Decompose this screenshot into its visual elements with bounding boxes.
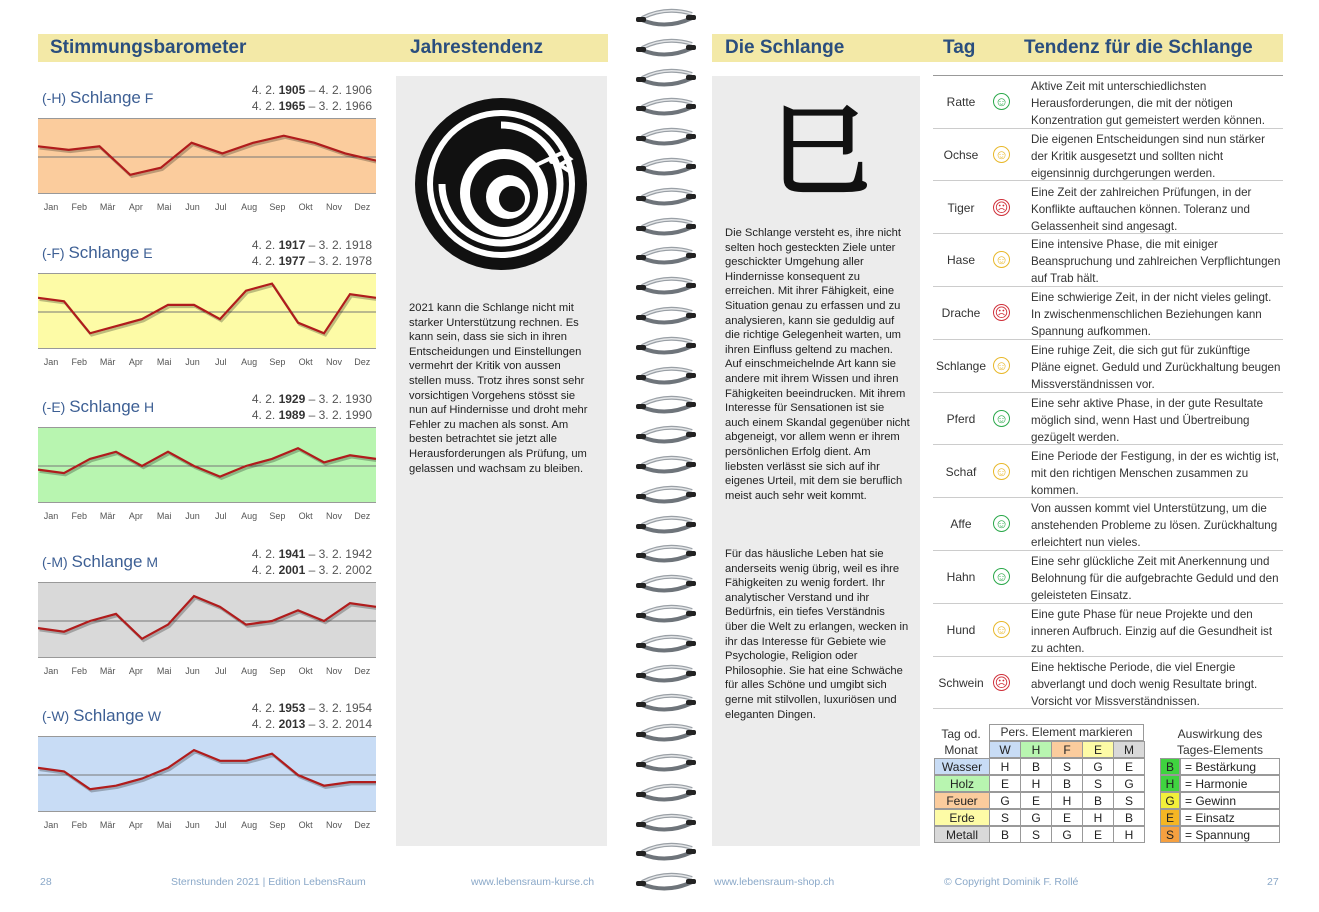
legend-cell: E	[989, 775, 1021, 792]
footer-url-left[interactable]: www.lebensraum-kurse.ch	[471, 876, 595, 888]
legend-row-name: Erde	[934, 809, 990, 826]
day-animal: Schlange	[935, 359, 987, 373]
chart-f	[38, 83, 378, 218]
years-2-pre: 4. 2.	[251, 408, 279, 422]
month-label: Nov	[325, 511, 343, 521]
footer-url-right[interactable]: www.lebensraum-shop.ch	[714, 876, 835, 888]
month-label: Mai	[156, 511, 172, 521]
legend-effect-key: E	[1160, 809, 1180, 826]
legend-cell: G	[1113, 775, 1145, 792]
month-label: Apr	[128, 820, 143, 830]
chart-e	[38, 238, 378, 373]
spiral-ring	[636, 483, 698, 505]
years-2-bold: 2001	[278, 563, 306, 577]
day-description: Die eigenen Entscheidungen sind nun stärker der Kritik ausgesetzt und sollten nicht eigensinnig durchgerungen werden.	[1031, 132, 1265, 180]
month-label: Mär	[99, 820, 116, 830]
series-line	[38, 596, 376, 639]
month-label: Feb	[71, 666, 88, 676]
month-label: Aug	[241, 357, 258, 367]
chart-area	[38, 427, 376, 503]
month-label: Nov	[325, 357, 343, 367]
years-1-bold: 1941	[278, 547, 306, 561]
years-1-pre: 4. 2.	[251, 392, 279, 406]
chart-years-line-1	[252, 546, 372, 562]
spiral-ring	[636, 662, 698, 684]
description-text-2: Für das häusliche Leben hat sie anderseits wenig übrig, weil es ihre Fähigkeiten zu wenig fordert. Ihr analytischer Verstand und ihr Bedürfnis, ein tiefes Verständnis über die Welt zu erlangen, wecken in ihr das Interesse für Gebiete wie Psychologie, Religion oder Philosophie. Sie hat eine Schwäche für alles Schöne und umgibt sich gerne mit stilvollen, luxuriösen und eleganten Dingen.	[725, 548, 909, 721]
month-label: Mär	[99, 511, 116, 521]
month-label: Dez	[354, 820, 371, 830]
legend-cell: S	[1113, 792, 1145, 809]
spiral-ring	[636, 572, 698, 594]
month-label: Jan	[43, 357, 59, 367]
chart-svg	[38, 428, 376, 504]
day-animal: Tiger	[947, 200, 975, 215]
day-row-hahn	[933, 551, 1283, 604]
spiral-ring	[636, 691, 698, 713]
chart-area	[38, 582, 376, 658]
legend-effect-key: S	[1160, 826, 1180, 843]
month-label: Apr	[128, 511, 143, 521]
month-label: Dez	[354, 511, 371, 521]
series-shadow	[40, 450, 377, 479]
chart-w	[38, 701, 378, 836]
chart-title-suffix: F	[140, 90, 154, 106]
chart-title-suffix: M	[142, 554, 158, 570]
month-label: Apr	[128, 202, 143, 212]
chart-title	[42, 397, 154, 417]
chart-title-suffix: E	[139, 245, 153, 261]
chart-title-prefix: (-H)	[42, 90, 70, 106]
years-2-bold: 1989	[278, 408, 306, 422]
chart-years	[252, 546, 372, 578]
chart-svg	[38, 583, 376, 659]
years-2-post: – 3. 2. 1966	[305, 99, 372, 113]
legend-effect-label: = Harmonie	[1180, 775, 1280, 792]
chart-years	[252, 82, 372, 114]
spiral-ring	[636, 811, 698, 833]
spiral-ring	[636, 95, 698, 117]
month-label: Sep	[269, 511, 286, 521]
month-label: Feb	[71, 357, 88, 367]
spiral-ring	[636, 6, 698, 28]
legend-cell: G	[1051, 826, 1083, 843]
years-1-post: – 3. 2. 1930	[305, 392, 372, 406]
spiral-ring	[636, 215, 698, 237]
chart-years-line-2	[252, 562, 372, 578]
legend-cell: S	[1082, 775, 1114, 792]
month-axis	[38, 820, 376, 832]
years-2-pre: 4. 2.	[251, 99, 279, 113]
day-animal: Affe	[950, 517, 972, 532]
footer-page-right: 27	[1267, 876, 1279, 888]
smiley-face-icon: ☺	[994, 463, 1009, 479]
legend-col2-head: Pers. Element markieren	[989, 724, 1144, 741]
chart-area	[38, 273, 376, 349]
chart-title-suffix: W	[143, 708, 162, 724]
day-row-hase	[933, 234, 1283, 287]
years-1-pre: 4. 2.	[251, 83, 279, 97]
month-label: Jun	[185, 511, 200, 521]
years-2-bold: 1977	[278, 254, 306, 268]
years-2-post: – 3. 2. 1978	[305, 254, 372, 268]
legend-cell: B	[1113, 809, 1145, 826]
chart-svg	[38, 119, 376, 195]
spiral-ring	[636, 364, 698, 386]
years-2-bold: 1965	[278, 99, 306, 113]
month-label: Jan	[43, 820, 59, 830]
series-shadow	[40, 286, 377, 336]
spiral-ring	[636, 36, 698, 58]
spiral-ring	[636, 423, 698, 445]
legend-cell: H	[1051, 792, 1083, 809]
day-row-tiger	[933, 182, 1283, 235]
year-text: 2021 kann die Schlange nicht mit starker Unterstützung rechnen. Es kann sein, dass sie sich in ihren Entscheidungen und Einstellungen vermehrt der Kritik von aussen stellen muss. Trotz ihres sonst sehr vorsichtigen Vorgehens stösst sie nun auf Hindernisse und droht mehr Fehler zu machen als sonst. Am besten betrachtet sie jetzt alle Herausforderungen als Prüfung, um gelassen und wachsam zu bleiben.	[409, 302, 588, 475]
chart-m	[38, 547, 378, 682]
chart-title-prefix: (-W)	[42, 708, 74, 724]
month-label: Aug	[241, 202, 258, 212]
spiral-ring	[636, 602, 698, 624]
legend-cell: S	[989, 809, 1021, 826]
day-row-schlange	[933, 340, 1283, 393]
legend-col3-line2: Tages-Elements	[1176, 743, 1264, 757]
month-label: Sep	[269, 202, 286, 212]
header-tendenz: Tendenz für die Schlange	[1024, 37, 1253, 58]
years-1-pre: 4. 2.	[251, 701, 279, 715]
day-row-pferd	[933, 393, 1283, 446]
day-row-affe	[933, 498, 1283, 551]
smiley-face-icon: ☺	[994, 569, 1009, 585]
chart-years	[252, 700, 372, 732]
legend-effect-label: = Gewinn	[1180, 792, 1280, 809]
day-animal: Pferd	[946, 411, 976, 426]
legend-elem-head: E	[1082, 741, 1114, 758]
legend-row-name: Metall	[934, 826, 990, 843]
day-animal: Hahn	[946, 570, 976, 585]
legend-cell: E	[1051, 809, 1083, 826]
chart-title	[42, 88, 153, 108]
smiley-face-icon: ☺	[994, 358, 1009, 373]
day-row-schwein	[933, 657, 1283, 710]
spiral-ring	[636, 185, 698, 207]
month-label: Jul	[215, 202, 227, 212]
legend-effect-label: = Spannung	[1180, 826, 1280, 843]
legend-cell: E	[1113, 758, 1145, 775]
month-label: Jun	[185, 820, 200, 830]
header-jahrestendenz: Jahrestendenz	[410, 37, 544, 58]
years-1-bold: 1905	[278, 83, 306, 97]
header-tag: Tag	[943, 37, 976, 58]
years-1-pre: 4. 2.	[251, 547, 279, 561]
month-label: Mär	[99, 666, 116, 676]
month-label: Jan	[43, 666, 59, 676]
footer-edition: Sternstunden 2021 | Edition LebensRaum	[171, 876, 366, 888]
legend-cell: B	[1051, 775, 1083, 792]
day-animal: Hund	[946, 623, 976, 637]
legend-effect-key: G	[1160, 792, 1180, 809]
month-label: Okt	[298, 666, 313, 676]
chart-title-prefix: (-F)	[42, 245, 69, 261]
years-1-post: – 3. 2. 1942	[305, 547, 372, 561]
month-label: Jun	[185, 666, 200, 676]
legend-elem-head: H	[1020, 741, 1052, 758]
smiley-face-icon: ☺	[994, 622, 1009, 637]
day-description: Eine ruhige Zeit, die sich gut für zukünftige Pläne eignet. Geduld und Zurückhaltung beugen Missverständnissen vor.	[1031, 344, 1281, 391]
chart-title-name: Schlange	[69, 397, 141, 416]
spiral-ring	[636, 155, 698, 177]
smiley-face-icon: ☺	[994, 516, 1009, 532]
day-description: Eine intensive Phase, die mit einiger Beanspruchung und zahlreichen Verpflichtungen auf Trab hält.	[1031, 238, 1281, 286]
series-line	[38, 284, 376, 334]
month-label: Jul	[215, 357, 227, 367]
month-label: Feb	[71, 820, 88, 830]
series-line	[38, 136, 376, 175]
legend-cell: G	[989, 792, 1021, 809]
month-label: Aug	[241, 666, 258, 676]
smiley-face-icon: ☺	[994, 94, 1009, 109]
month-label: Mär	[99, 357, 116, 367]
smiley-face-icon: ☺	[994, 146, 1009, 162]
years-1-bold: 1953	[278, 701, 306, 715]
month-axis	[38, 666, 376, 678]
chart-area	[38, 736, 376, 812]
month-axis	[38, 357, 376, 369]
month-label: Mär	[99, 202, 116, 212]
month-label: Aug	[241, 820, 258, 830]
legend-elem-head: W	[989, 741, 1021, 758]
chart-title-prefix: (-M)	[42, 554, 72, 570]
chart-years-line-1	[252, 237, 372, 253]
day-description: Eine Periode der Festigung, in der es wichtig ist, mit den richtigen Menschen zusammen zu kommen.	[1031, 449, 1280, 497]
legend-cell: G	[1020, 809, 1052, 826]
description-text-1: Die Schlange versteht es, ihre nicht selten hoch gesteckten Ziele unter geschickter Umgehung aller Hindernisse konsequent zu erreichen. Mit ihrer Fähigkeit, eine Situation genau zu erfassen und zu analysieren, kann sie geduldig auf die richtige Gelegenheit warten, um ihren Einfluss geltend zu machen. Auf einschmeichelnde Art kann sie andere mit ihrem Wissen und ihren Fähigkeiten beeindrucken. Mit ihrem Interesse für Sensationen ist sie auch einem Skandal gegenüber nicht abgeneigt, vor allem wenn er ihrem persönlichen Erfolg dient. Am liebsten verlässt sie sich auf ihr eigenes Urteil, mit dem sie beruflich meist auch sehr weit kommt.	[725, 227, 910, 502]
years-2-post: – 3. 2. 2014	[305, 717, 372, 731]
years-2-pre: 4. 2.	[251, 717, 279, 731]
month-label: Sep	[269, 666, 286, 676]
spiral-ring	[636, 870, 698, 892]
month-label: Jun	[185, 357, 200, 367]
month-label: Jun	[185, 202, 200, 212]
month-label: Nov	[325, 202, 343, 212]
years-1-post: – 3. 2. 1918	[305, 238, 372, 252]
years-2-post: – 3. 2. 2002	[305, 563, 372, 577]
chart-years-line-1	[252, 391, 372, 407]
month-label: Okt	[298, 820, 313, 830]
month-label: Apr	[128, 357, 143, 367]
legend-elem-head: F	[1051, 741, 1083, 758]
day-description: Von aussen kommt viel Unterstützung, um die anstehenden Probleme zu lösen. Zurückhaltung erleichtert nun vieles.	[1031, 502, 1278, 550]
years-1-post: – 4. 2. 1906	[305, 83, 372, 97]
chart-title	[42, 552, 158, 572]
header-die-schlange: Die Schlange	[725, 37, 845, 58]
day-row-drache	[933, 287, 1283, 340]
month-label: Mai	[156, 666, 172, 676]
legend-cell: S	[1051, 758, 1083, 775]
month-axis	[38, 511, 376, 523]
spiral-ring	[636, 513, 698, 535]
years-1-bold: 1917	[278, 238, 306, 252]
chart-years	[252, 237, 372, 269]
series-line	[38, 750, 376, 789]
spiral-ring	[636, 542, 698, 564]
spiral-ring	[636, 125, 698, 147]
day-description: Eine gute Phase für neue Projekte und den inneren Aufbruch. Einzig auf die Gesundheit ist zu achten.	[1031, 608, 1273, 655]
month-label: Nov	[325, 820, 343, 830]
spiral-ring	[636, 632, 698, 654]
day-animal: Ochse	[943, 147, 979, 162]
month-label: Feb	[71, 511, 88, 521]
month-label: Jul	[215, 820, 227, 830]
month-label: Sep	[269, 820, 286, 830]
legend-cell: H	[1082, 809, 1114, 826]
spiral-ring	[636, 721, 698, 743]
legend-cell: H	[989, 758, 1021, 775]
day-description: Eine sehr aktive Phase, in der gute Resultate möglich sind, wenn Hast und Übertreibung gezügelt werden.	[1031, 396, 1264, 444]
snake-glyph: 巳	[770, 93, 870, 210]
years-2-pre: 4. 2.	[251, 254, 279, 268]
month-label: Aug	[241, 511, 258, 521]
spiral-ring	[636, 244, 698, 266]
day-row-ochse	[933, 129, 1283, 182]
day-description: Eine sehr glückliche Zeit mit Anerkennung und Belohnung für die aufgebrachte Geduld und den geleisteten Einsatz.	[1031, 555, 1279, 603]
chart-years	[252, 391, 372, 423]
sad-face-icon: ☹	[994, 674, 1009, 690]
legend-cell: B	[1020, 758, 1052, 775]
month-label: Nov	[325, 666, 343, 676]
chart-area	[38, 118, 376, 194]
month-label: Apr	[128, 666, 143, 676]
legend-col3-line1: Auswirkung des	[1177, 727, 1263, 741]
legend-row-name: Holz	[934, 775, 990, 792]
chart-years-line-2	[252, 407, 372, 423]
years-2-post: – 3. 2. 1990	[305, 408, 372, 422]
spiral-ring	[636, 781, 698, 803]
chart-title-suffix: H	[140, 399, 155, 415]
day-row-ratte	[933, 76, 1283, 129]
chart-years-line-1	[252, 700, 372, 716]
header-stimmungsbarometer: Stimmungsbarometer	[50, 37, 247, 58]
chart-title-name: Schlange	[73, 706, 144, 725]
spiral-ring	[636, 393, 698, 415]
day-animal: Drache	[941, 306, 981, 321]
spiral-ring	[636, 751, 698, 773]
legend-effect-label: = Einsatz	[1180, 809, 1280, 826]
month-label: Mai	[156, 202, 172, 212]
month-label: Jan	[43, 202, 59, 212]
day-description: Eine schwierige Zeit, in der nicht vieles gelingt. In zwischenmenschlichen Beziehungen kann Spannung aufkommen.	[1031, 291, 1272, 339]
month-label: Feb	[71, 202, 88, 212]
legend-cell: H	[1113, 826, 1145, 843]
legend-elem-head: M	[1113, 741, 1145, 758]
month-label: Okt	[298, 357, 313, 367]
legend-col1-line1: Tag od.	[941, 727, 981, 741]
legend-cell: B	[1082, 792, 1114, 809]
day-description: Eine Zeit der zahlreichen Prüfungen, in der Konflikte auftauchen können. Toleranz und Gelassenheit sind angesagt.	[1031, 185, 1252, 233]
chart-svg	[38, 274, 376, 350]
day-description: Eine hektische Periode, die viel Energie abverlangt und doch wenig Resultate bringt. Vorsicht vor Missverständnissen.	[1031, 660, 1258, 708]
chart-title	[42, 706, 161, 726]
month-label: Jul	[215, 666, 227, 676]
chart-title-prefix: (-E)	[42, 399, 70, 415]
legend-cell: G	[1082, 758, 1114, 775]
day-animal: Schaf	[945, 464, 977, 479]
legend-effect-key: B	[1160, 758, 1180, 775]
snake-emblem	[412, 95, 590, 273]
smiley-face-icon: ☺	[994, 252, 1009, 268]
month-label: Dez	[354, 202, 371, 212]
chart-title-name: Schlange	[71, 552, 143, 571]
month-label: Mai	[156, 820, 172, 830]
spiral-ring	[636, 334, 698, 356]
month-label: Okt	[298, 202, 313, 212]
legend-col3-head	[1160, 726, 1280, 758]
chart-years-line-2	[252, 253, 372, 269]
chart-h	[38, 392, 378, 527]
day-animal: Schwein	[938, 675, 984, 690]
day-animal: Ratte	[946, 95, 976, 109]
spiral-ring	[636, 840, 698, 862]
month-label: Sep	[269, 357, 286, 367]
smiley-face-icon: ☺	[994, 410, 1009, 426]
legend-col1-line2: Monat	[944, 743, 978, 757]
month-label: Mai	[156, 357, 172, 367]
chart-title-name: Schlange	[70, 88, 141, 107]
sad-face-icon: ☹	[994, 199, 1009, 215]
chart-title	[42, 243, 153, 263]
spiral-ring	[636, 453, 698, 475]
legend-cell: E	[1082, 826, 1114, 843]
month-label: Dez	[354, 666, 371, 676]
legend-effect-key: H	[1160, 775, 1180, 792]
month-label: Jul	[215, 511, 227, 521]
day-row-hund	[933, 604, 1283, 657]
years-1-bold: 1929	[278, 392, 306, 406]
spiral-ring	[636, 274, 698, 296]
legend-col1-head	[934, 726, 988, 758]
spiral-ring	[636, 66, 698, 88]
years-1-pre: 4. 2.	[251, 238, 279, 252]
years-2-pre: 4. 2.	[251, 563, 279, 577]
footer-page-left: 28	[40, 876, 52, 888]
legend-cell: S	[1020, 826, 1052, 843]
day-row-schaf	[933, 446, 1283, 499]
legend-row-name: Wasser	[934, 758, 990, 775]
day-animal: Hase	[946, 253, 975, 268]
legend-effect-label: = Bestärkung	[1180, 758, 1280, 775]
legend-cell: B	[989, 826, 1021, 843]
month-label: Okt	[298, 511, 313, 521]
month-axis	[38, 202, 376, 214]
legend-cell: E	[1020, 792, 1052, 809]
chart-svg	[38, 737, 376, 813]
month-label: Jan	[43, 511, 59, 521]
years-2-bold: 2013	[278, 717, 306, 731]
chart-years-line-2	[252, 98, 372, 114]
chart-years-line-1	[252, 82, 372, 98]
chart-title-name: Schlange	[68, 243, 140, 262]
footer-copyright: © Copyright Dominik F. Rollé	[944, 876, 1079, 888]
day-description: Aktive Zeit mit unterschiedlichsten Herausforderungen, die mit der nötigen Konzentration gut gemeistert werden können.	[1031, 80, 1265, 127]
legend-cell: H	[1020, 775, 1052, 792]
legend-row-name: Feuer	[934, 792, 990, 809]
years-1-post: – 3. 2. 1954	[305, 701, 372, 715]
sad-face-icon: ☹	[994, 305, 1009, 321]
chart-years-line-2	[252, 716, 372, 732]
spiral-ring	[636, 304, 698, 326]
month-label: Dez	[354, 357, 371, 367]
